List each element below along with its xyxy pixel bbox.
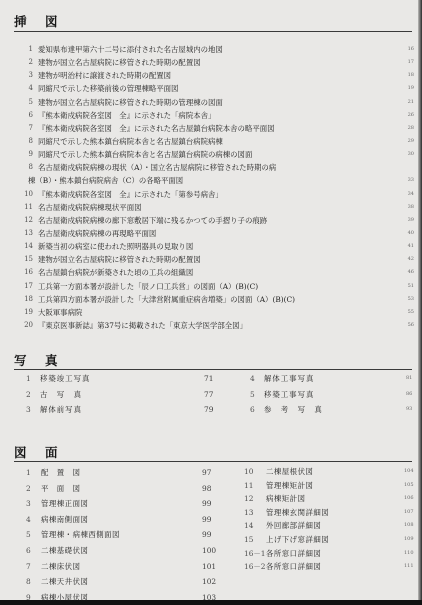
drawing-page: 99 <box>202 530 212 540</box>
plate-number: 3 <box>28 71 33 80</box>
plate-row <box>0 122 418 135</box>
photo-title: 解体工事写真 <box>264 374 315 383</box>
photo-row <box>250 387 414 403</box>
plate-number: 18 <box>24 294 33 303</box>
drawing-title: 管理棟矩計図 <box>266 480 314 490</box>
plate-page: 18 <box>407 72 414 79</box>
plate-number: 8 <box>28 163 33 172</box>
plate-caption: 建物が国立名古屋病院に移管された時期の配置図 <box>38 58 201 68</box>
plate-caption: 新築当初の病室に使われた照明器具の見取り図 <box>38 242 194 252</box>
plate-page: 51 <box>407 282 414 289</box>
drawing-row <box>26 465 236 481</box>
drawing-row <box>26 527 236 543</box>
drawing-list-left <box>26 465 236 605</box>
plate-row <box>0 82 418 95</box>
drawing-row <box>244 519 414 533</box>
photo-number: 3 <box>26 405 31 414</box>
plate-row <box>0 266 418 279</box>
plate-number: 1 <box>28 45 33 53</box>
plate-caption: 工兵第四方面本署が設計した「大津営附属重症病舎増築」の図面（A）(B)(C) <box>38 294 296 304</box>
drawing-title: 上げ下げ窓詳細図 <box>266 534 330 544</box>
plate-row <box>0 240 418 253</box>
plate-row <box>0 201 418 214</box>
photo-row <box>250 371 414 387</box>
drawing-row <box>26 559 236 575</box>
photo-page: 93 <box>406 406 413 412</box>
drawing-list-right <box>244 465 414 574</box>
drawing-page: 97 <box>202 468 212 477</box>
plate-number: 10 <box>24 189 33 198</box>
section-heading-plates: 挿 図 <box>14 14 61 29</box>
drawing-number: 2 <box>26 483 31 493</box>
photo-row <box>26 387 246 403</box>
photo-page: 79 <box>204 405 214 414</box>
plate-page: 39 <box>407 216 414 223</box>
section-heading-photos: 写 真 <box>14 353 61 368</box>
drawing-row <box>26 574 236 590</box>
plate-page: 56 <box>407 321 414 328</box>
plate-page: 21 <box>407 98 414 105</box>
plate-page: 41 <box>407 243 414 250</box>
drawing-row <box>244 533 414 547</box>
plate-number: 12 <box>24 215 33 224</box>
drawing-title: 配 置 図 <box>41 468 81 477</box>
plate-row <box>0 293 418 306</box>
plate-row <box>0 96 418 109</box>
plate-number: 20 <box>24 320 33 329</box>
photo-page: 81 <box>406 375 413 381</box>
plate-number: 15 <box>24 255 33 264</box>
plate-caption: 愛知県布達甲第六十二号に添付された名古屋城内の地図 <box>38 45 223 54</box>
plate-caption: 名古屋衛戍病院病棟の再現略平面図 <box>38 228 157 238</box>
photo-list-right <box>250 371 414 418</box>
drawing-page: 111 <box>404 563 414 570</box>
plate-page: 34 <box>407 190 414 197</box>
photo-list-left <box>26 371 246 418</box>
drawing-title: 管理棟正面図 <box>41 499 89 509</box>
plate-caption: 同縮尺で示した熊本鎮台病院本舎と名古屋鎮台病院の病棟の図面 <box>38 150 253 160</box>
photo-title: 古 写 真 <box>40 389 82 399</box>
plate-page: 40 <box>407 229 414 236</box>
plate-row <box>0 135 418 148</box>
section-divider <box>14 461 412 462</box>
drawing-number: 12 <box>244 494 254 504</box>
drawing-page: 103 <box>202 592 217 602</box>
drawing-row <box>244 492 414 506</box>
drawing-page: 101 <box>202 561 217 571</box>
drawing-page: 100 <box>202 545 217 555</box>
drawing-title: 平 面 図 <box>41 483 81 493</box>
drawing-row <box>244 479 414 493</box>
plate-number: 4 <box>28 84 33 93</box>
drawing-row <box>26 496 236 512</box>
drawing-number: 16－1 <box>244 548 266 558</box>
plate-row <box>0 56 418 69</box>
plate-row <box>0 306 418 319</box>
drawing-number: 6 <box>26 545 31 555</box>
drawing-page: 98 <box>202 483 212 493</box>
plate-row <box>0 109 418 122</box>
drawing-row <box>244 506 414 520</box>
plate-page: 29 <box>407 137 414 144</box>
photo-row <box>26 402 246 418</box>
drawing-row <box>244 465 414 479</box>
photo-number: 4 <box>250 374 255 383</box>
plate-caption: 『熊本衛戍病院各室図 全』に示された「第参号病舎」 <box>38 189 223 199</box>
drawing-number: 13 <box>244 507 254 517</box>
drawing-number: 7 <box>26 561 31 571</box>
plate-page: 53 <box>407 295 414 302</box>
plate-number: 8 <box>28 136 33 145</box>
plate-row <box>0 214 418 227</box>
drawing-title: 病棟南側面図 <box>41 514 89 524</box>
plate-number: 17 <box>24 281 33 290</box>
plate-number: 2 <box>28 58 33 67</box>
plate-number: 13 <box>24 228 33 237</box>
plate-row <box>0 319 418 332</box>
plate-caption: 名古屋衛戍病院病棟現状平面図 <box>38 202 142 212</box>
drawing-row <box>26 481 236 497</box>
plate-page: 17 <box>407 59 414 66</box>
photo-number: 6 <box>250 405 255 414</box>
drawing-number: 9 <box>26 592 31 602</box>
plate-caption: 名古屋鎮台病院が新築された頃の工兵の組織図 <box>38 268 194 278</box>
drawing-number: 15 <box>244 534 254 544</box>
drawing-title: 病棟小屋伏図 <box>41 592 89 602</box>
drawing-page: 102 <box>202 577 217 587</box>
drawing-row <box>26 512 236 528</box>
drawing-number: 1 <box>26 468 31 477</box>
photo-title: 参 考 写 真 <box>264 405 323 414</box>
drawing-number: 5 <box>26 530 31 540</box>
drawing-title: 病棟矩計図 <box>266 494 306 504</box>
plate-caption: 『熊本衛戍病院各室図 全』に示された名古屋鎮台病院本舎の略平面図 <box>38 123 275 133</box>
plate-page: 38 <box>407 203 414 210</box>
drawing-row <box>244 547 414 561</box>
plate-caption: 大阪軍事病院 <box>38 307 83 317</box>
plate-row <box>0 253 418 266</box>
plate-row <box>0 280 418 293</box>
drawing-number: 8 <box>26 577 31 587</box>
plate-caption: 『東京医事新誌』第37号に掲載された「東京大学医学部全図」 <box>38 320 247 330</box>
plate-page: 26 <box>407 111 414 118</box>
section-divider <box>14 369 412 370</box>
plate-number: 7 <box>28 123 33 132</box>
plate-row <box>0 43 418 56</box>
drawing-number: 14 <box>244 521 254 531</box>
plate-caption: 建物が国立名古屋病院に移管された時期の配置図 <box>38 255 201 265</box>
plate-page: 19 <box>407 85 414 92</box>
plate-number: 11 <box>24 202 33 211</box>
plate-row <box>0 188 418 201</box>
plate-list <box>0 43 418 332</box>
plate-caption: 棟（B）・熊本鎮台病院病舎（C）の各略平面図 <box>28 176 184 186</box>
section-divider <box>14 31 412 32</box>
photo-number: 1 <box>26 374 31 383</box>
plate-caption: 『熊本衛戍病院各室図 全』に示された「病院本舎」 <box>38 110 216 120</box>
photo-title: 移築竣工写真 <box>40 374 91 383</box>
drawing-title: 二棟天井伏図 <box>41 577 89 587</box>
drawing-page: 99 <box>202 499 212 509</box>
drawing-title: 管理棟・病棟西側面図 <box>41 530 120 540</box>
drawing-title: 外回廊部詳細図 <box>266 521 322 531</box>
drawing-number: 3 <box>26 499 31 509</box>
photo-number: 5 <box>250 389 255 399</box>
drawing-title: 二棟基礎伏図 <box>41 545 89 555</box>
photo-row <box>26 371 246 387</box>
drawing-page: 109 <box>404 535 414 542</box>
plate-number: 19 <box>24 307 33 316</box>
plate-row <box>0 69 418 82</box>
photo-title: 移築工事写真 <box>264 389 315 399</box>
plate-page: 46 <box>407 269 414 276</box>
plate-page: 16 <box>407 46 414 52</box>
plate-page: 42 <box>407 256 414 263</box>
drawing-row <box>26 590 236 605</box>
photo-page: 86 <box>406 390 413 397</box>
plate-caption: 工兵第一方面本署が設計した「辰ノ口工兵営」の図面（A）(B)(C) <box>38 281 259 291</box>
drawing-number: 4 <box>26 514 31 524</box>
plate-caption: 建物が明治村に譲渡された時期の配置図 <box>38 71 172 81</box>
drawing-page: 105 <box>404 481 414 488</box>
plate-row <box>0 174 418 187</box>
drawing-title: 各所窓口詳細図 <box>266 548 322 558</box>
drawing-row <box>26 543 236 559</box>
plate-page: 33 <box>407 177 414 184</box>
plate-caption: 同縮尺で示した熊本鎮台病院本舎と名古屋鎮台病院病棟 <box>38 136 223 146</box>
plate-caption: 建物が国立名古屋病院に移管された時期の管理棟の図面 <box>38 97 223 107</box>
drawing-number: 10 <box>244 467 254 476</box>
photo-number: 2 <box>26 389 31 399</box>
photo-title: 解体前写真 <box>40 405 82 414</box>
photo-page: 77 <box>204 389 214 399</box>
drawing-number: 11 <box>244 480 254 490</box>
plate-number: 5 <box>28 97 33 106</box>
plate-caption: 名古屋衛戍病院病棟の現状（A）・国立名古屋病院に移管された時期の病 <box>38 163 277 173</box>
drawing-page: 110 <box>404 549 414 556</box>
drawing-page: 107 <box>404 508 414 515</box>
drawing-page: 99 <box>202 514 212 524</box>
section-heading-drawings: 図 面 <box>14 445 61 460</box>
plate-number: 9 <box>28 150 33 159</box>
photo-page: 71 <box>204 374 214 383</box>
plate-row <box>0 148 418 161</box>
plate-page: 28 <box>407 124 414 131</box>
drawing-page: 106 <box>404 495 414 502</box>
plate-page: 30 <box>407 151 414 158</box>
drawing-number: 16－2 <box>244 562 266 572</box>
drawing-title: 二棟屋根伏図 <box>266 467 314 476</box>
drawing-title: 管理棟玄関詳細図 <box>266 507 330 517</box>
plate-row <box>0 161 418 174</box>
plate-number: 14 <box>24 242 33 251</box>
drawing-page: 104 <box>404 468 414 474</box>
plate-page: 55 <box>407 308 414 315</box>
drawing-title: 各所窓口詳細図 <box>266 562 322 572</box>
plate-caption: 名古屋衛戍病院病棟の廊下窓敷居下端に残るかつての手摺り子の痕跡 <box>38 215 268 225</box>
plate-number: 6 <box>28 110 33 119</box>
drawing-row <box>244 560 414 574</box>
plate-row <box>0 227 418 240</box>
drawing-page: 108 <box>404 522 414 529</box>
drawing-title: 二棟床伏図 <box>41 561 81 571</box>
plate-caption: 同縮尺で示した移築前後の管理棟略平面図 <box>38 84 179 94</box>
plate-number: 16 <box>24 268 33 277</box>
photo-row <box>250 402 414 418</box>
